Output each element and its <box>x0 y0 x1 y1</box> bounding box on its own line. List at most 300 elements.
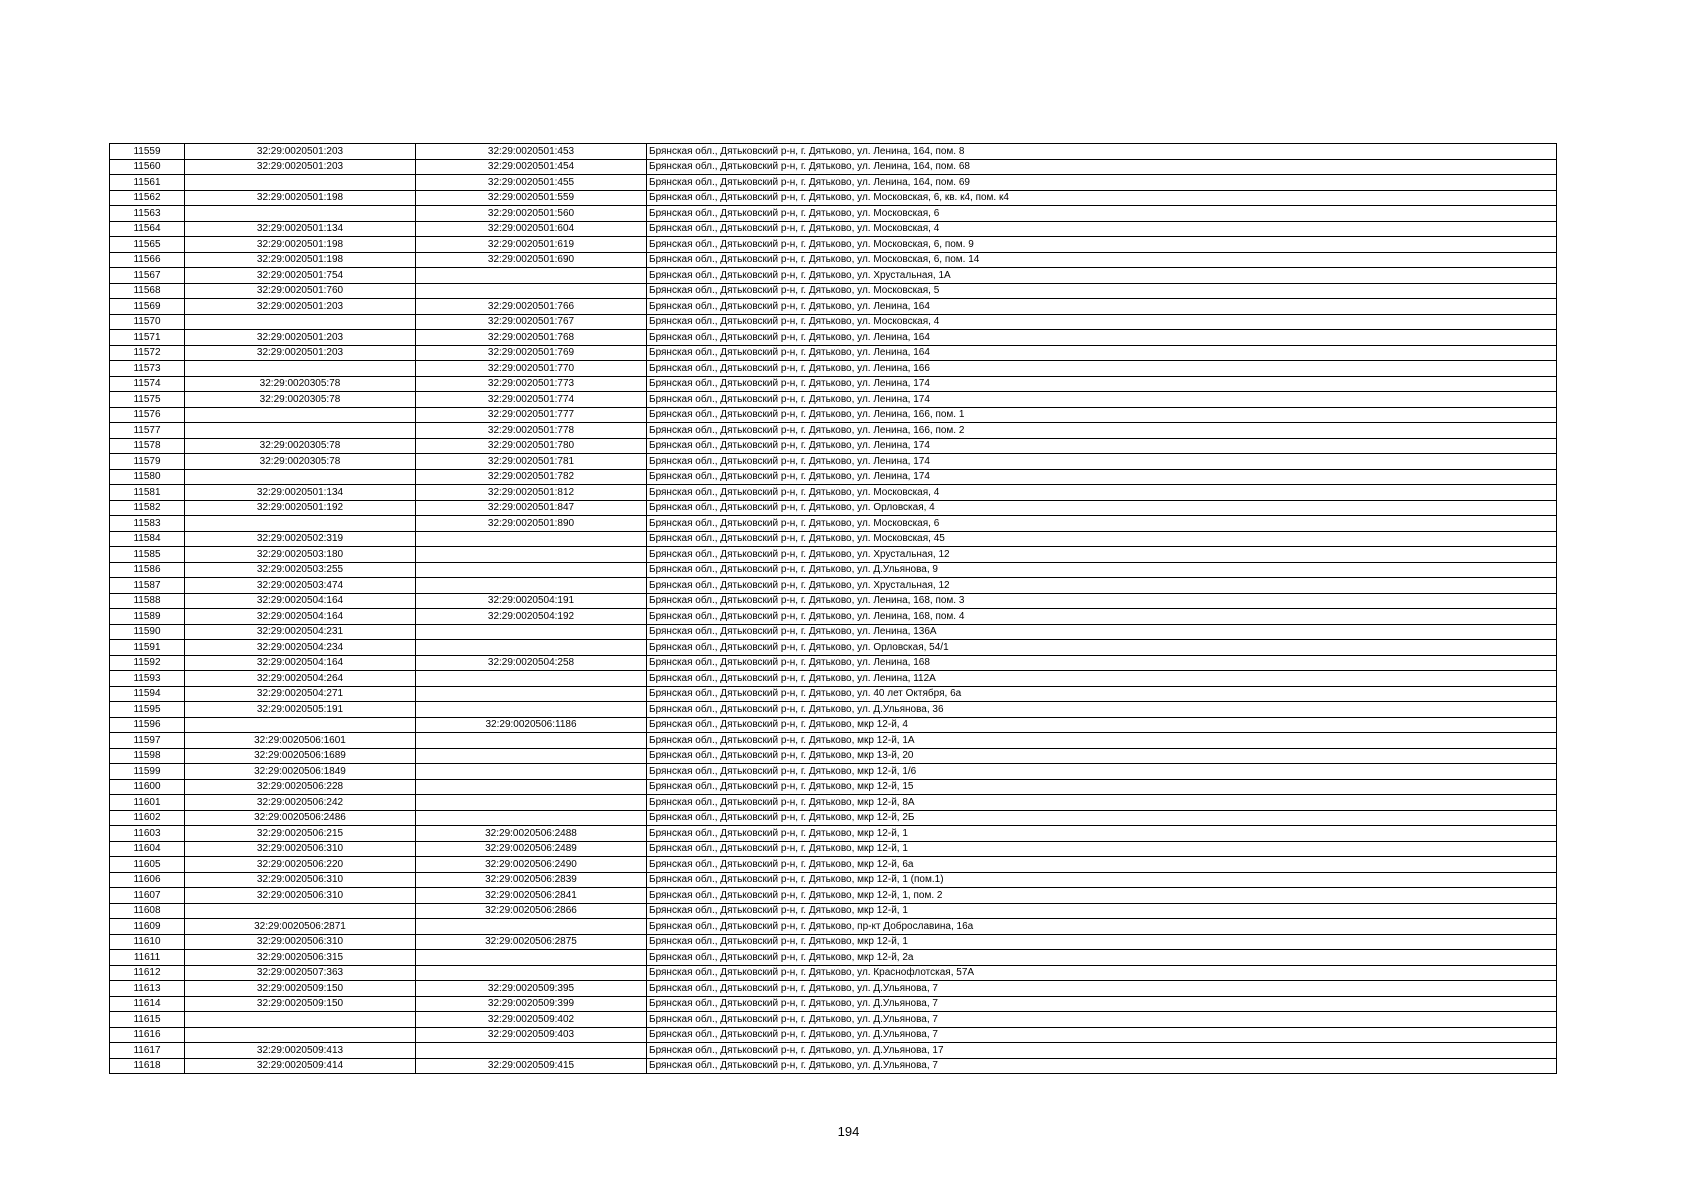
parcel-number-cell: 32:29:0020505:191 <box>185 702 416 718</box>
row-number-cell: 11597 <box>110 733 185 749</box>
parcel-number-cell <box>185 1027 416 1043</box>
object-number-cell <box>416 268 647 284</box>
parcel-number-cell: 32:29:0020502:319 <box>185 531 416 547</box>
parcel-number-cell: 32:29:0020506:1849 <box>185 764 416 780</box>
parcel-number-cell: 32:29:0020509:150 <box>185 996 416 1012</box>
address-cell: Брянская обл., Дятьковский р-н, г. Дятьково, мкр 12-й, 15 <box>647 779 1557 795</box>
row-number-cell: 11567 <box>110 268 185 284</box>
address-cell: Брянская обл., Дятьковский р-н, г. Дятьково, мкр 12-й, 4 <box>647 717 1557 733</box>
row-number-cell: 11590 <box>110 624 185 640</box>
address-cell: Брянская обл., Дятьковский р-н, г. Дятьково, ул. Ленина, 166, пом. 1 <box>647 407 1557 423</box>
object-number-cell <box>416 950 647 966</box>
parcel-number-cell: 32:29:0020501:760 <box>185 283 416 299</box>
address-cell: Брянская обл., Дятьковский р-н, г. Дятьково, мкр 12-й, 2а <box>647 950 1557 966</box>
object-number-cell: 32:29:0020501:453 <box>416 144 647 160</box>
row-number-cell: 11581 <box>110 485 185 501</box>
address-cell: Брянская обл., Дятьковский р-н, г. Дятьково, ул. Ленина, 174 <box>647 392 1557 408</box>
address-cell: Брянская обл., Дятьковский р-н, г. Дятьково, ул. Московская, 5 <box>647 283 1557 299</box>
row-number-cell: 11611 <box>110 950 185 966</box>
table-row <box>110 314 1557 330</box>
table-row <box>110 888 1557 904</box>
row-number-cell: 11566 <box>110 252 185 268</box>
object-number-cell <box>416 640 647 656</box>
row-number-cell: 11559 <box>110 144 185 160</box>
row-number-cell: 11573 <box>110 361 185 377</box>
parcel-number-cell: 32:29:0020504:234 <box>185 640 416 656</box>
parcel-number-cell: 32:29:0020509:414 <box>185 1058 416 1074</box>
object-number-cell: 32:29:0020509:403 <box>416 1027 647 1043</box>
row-number-cell: 11571 <box>110 330 185 346</box>
object-number-cell <box>416 624 647 640</box>
row-number-cell: 11575 <box>110 392 185 408</box>
table-row <box>110 857 1557 873</box>
parcel-number-cell: 32:29:0020506:315 <box>185 950 416 966</box>
row-number-cell: 11614 <box>110 996 185 1012</box>
object-number-cell: 32:29:0020501:690 <box>416 252 647 268</box>
object-number-cell <box>416 578 647 594</box>
row-number-cell: 11616 <box>110 1027 185 1043</box>
address-cell: Брянская обл., Дятьковский р-н, г. Дятьково, ул. Д.Ульянова, 36 <box>647 702 1557 718</box>
table-row <box>110 361 1557 377</box>
object-number-cell: 32:29:0020501:781 <box>416 454 647 470</box>
object-number-cell <box>416 733 647 749</box>
row-number-cell: 11569 <box>110 299 185 315</box>
parcel-number-cell <box>185 423 416 439</box>
row-number-cell: 11565 <box>110 237 185 253</box>
row-number-cell: 11598 <box>110 748 185 764</box>
address-cell: Брянская обл., Дятьковский р-н, г. Дятьково, ул. Д.Ульянова, 7 <box>647 996 1557 1012</box>
address-cell: Брянская обл., Дятьковский р-н, г. Дятьково, ул. Ленина, 164 <box>647 330 1557 346</box>
row-number-cell: 11564 <box>110 221 185 237</box>
table-row <box>110 531 1557 547</box>
table-row <box>110 438 1557 454</box>
parcel-number-cell <box>185 717 416 733</box>
object-number-cell: 32:29:0020504:191 <box>416 593 647 609</box>
parcel-number-cell: 32:29:0020506:2486 <box>185 810 416 826</box>
address-cell: Брянская обл., Дятьковский р-н, г. Дятьково, мкр 12-й, 1 <box>647 841 1557 857</box>
address-cell: Брянская обл., Дятьковский р-н, г. Дятьково, пр-кт Доброславина, 16а <box>647 919 1557 935</box>
parcel-number-cell: 32:29:0020504:271 <box>185 686 416 702</box>
table-row <box>110 841 1557 857</box>
parcel-number-cell: 32:29:0020501:198 <box>185 252 416 268</box>
table-row <box>110 345 1557 361</box>
parcel-number-cell: 32:29:0020504:164 <box>185 655 416 671</box>
row-number-cell: 11578 <box>110 438 185 454</box>
table-row <box>110 950 1557 966</box>
parcel-number-cell: 32:29:0020506:310 <box>185 872 416 888</box>
parcel-number-cell: 32:29:0020506:1601 <box>185 733 416 749</box>
table-row <box>110 764 1557 780</box>
address-cell: Брянская обл., Дятьковский р-н, г. Дятьково, ул. Орловская, 4 <box>647 500 1557 516</box>
parcel-number-cell: 32:29:0020503:474 <box>185 578 416 594</box>
parcel-number-cell: 32:29:0020501:192 <box>185 500 416 516</box>
table-row <box>110 516 1557 532</box>
table-row <box>110 872 1557 888</box>
row-number-cell: 11599 <box>110 764 185 780</box>
parcel-number-cell: 32:29:0020305:78 <box>185 376 416 392</box>
object-number-cell <box>416 283 647 299</box>
address-cell: Брянская обл., Дятьковский р-н, г. Дятьково, мкр 12-й, 1 <box>647 903 1557 919</box>
parcel-number-cell: 32:29:0020501:203 <box>185 159 416 175</box>
address-cell: Брянская обл., Дятьковский р-н, г. Дятьково, мкр 12-й, 1, пом. 2 <box>647 888 1557 904</box>
object-number-cell: 32:29:0020506:1186 <box>416 717 647 733</box>
parcel-number-cell: 32:29:0020506:310 <box>185 934 416 950</box>
registry-table-body <box>110 144 1557 1074</box>
row-number-cell: 11592 <box>110 655 185 671</box>
table-row <box>110 578 1557 594</box>
parcel-number-cell: 32:29:0020506:1689 <box>185 748 416 764</box>
row-number-cell: 11602 <box>110 810 185 826</box>
table-row <box>110 810 1557 826</box>
table-row <box>110 407 1557 423</box>
table-row <box>110 624 1557 640</box>
row-number-cell: 11615 <box>110 1012 185 1028</box>
row-number-cell: 11607 <box>110 888 185 904</box>
object-number-cell: 32:29:0020506:2841 <box>416 888 647 904</box>
address-cell: Брянская обл., Дятьковский р-н, г. Дятьково, ул. Д.Ульянова, 7 <box>647 1027 1557 1043</box>
address-cell: Брянская обл., Дятьковский р-н, г. Дятьково, ул. Московская, 4 <box>647 221 1557 237</box>
parcel-number-cell <box>185 206 416 222</box>
parcel-number-cell: 32:29:0020506:242 <box>185 795 416 811</box>
object-number-cell: 32:29:0020501:769 <box>416 345 647 361</box>
row-number-cell: 11610 <box>110 934 185 950</box>
table-row <box>110 981 1557 997</box>
row-number-cell: 11604 <box>110 841 185 857</box>
row-number-cell: 11605 <box>110 857 185 873</box>
table-row <box>110 392 1557 408</box>
address-cell: Брянская обл., Дятьковский р-н, г. Дятьково, ул. Московская, 6 <box>647 206 1557 222</box>
parcel-number-cell: 32:29:0020501:754 <box>185 268 416 284</box>
address-cell: Брянская обл., Дятьковский р-н, г. Дятьково, ул. Московская, 6, пом. 9 <box>647 237 1557 253</box>
object-number-cell: 32:29:0020501:766 <box>416 299 647 315</box>
object-number-cell <box>416 965 647 981</box>
row-number-cell: 11603 <box>110 826 185 842</box>
parcel-number-cell: 32:29:0020504:264 <box>185 671 416 687</box>
table-row <box>110 826 1557 842</box>
table-row <box>110 717 1557 733</box>
address-cell: Брянская обл., Дятьковский р-н, г. Дятьково, ул. Московская, 6, кв. к4, пом. к4 <box>647 190 1557 206</box>
object-number-cell: 32:29:0020501:780 <box>416 438 647 454</box>
address-cell: Брянская обл., Дятьковский р-н, г. Дятьково, ул. Хрустальная, 12 <box>647 578 1557 594</box>
row-number-cell: 11588 <box>110 593 185 609</box>
table-row <box>110 733 1557 749</box>
row-number-cell: 11577 <box>110 423 185 439</box>
table-row <box>110 252 1557 268</box>
object-number-cell: 32:29:0020501:890 <box>416 516 647 532</box>
object-number-cell <box>416 919 647 935</box>
row-number-cell: 11594 <box>110 686 185 702</box>
address-cell: Брянская обл., Дятьковский р-н, г. Дятьково, ул. Д.Ульянова, 7 <box>647 1058 1557 1074</box>
table-row <box>110 640 1557 656</box>
address-cell: Брянская обл., Дятьковский р-н, г. Дятьково, ул. Московская, 6, пом. 14 <box>647 252 1557 268</box>
row-number-cell: 11595 <box>110 702 185 718</box>
object-number-cell <box>416 810 647 826</box>
object-number-cell: 32:29:0020501:768 <box>416 330 647 346</box>
row-number-cell: 11585 <box>110 547 185 563</box>
address-cell: Брянская обл., Дятьковский р-н, г. Дятьково, ул. Д.Ульянова, 7 <box>647 1012 1557 1028</box>
address-cell: Брянская обл., Дятьковский р-н, г. Дятьково, ул. Ленина, 164, пом. 68 <box>647 159 1557 175</box>
table-row <box>110 221 1557 237</box>
address-cell: Брянская обл., Дятьковский р-н, г. Дятьково, мкр 12-й, 1/6 <box>647 764 1557 780</box>
parcel-number-cell <box>185 903 416 919</box>
object-number-cell: 32:29:0020504:192 <box>416 609 647 625</box>
parcel-number-cell: 32:29:0020507:363 <box>185 965 416 981</box>
table-row <box>110 175 1557 191</box>
parcel-number-cell: 32:29:0020509:413 <box>185 1043 416 1059</box>
row-number-cell: 11574 <box>110 376 185 392</box>
address-cell: Брянская обл., Дятьковский р-н, г. Дятьково, ул. Д.Ульянова, 9 <box>647 562 1557 578</box>
table-row <box>110 330 1557 346</box>
address-cell: Брянская обл., Дятьковский р-н, г. Дятьково, ул. Ленина, 174 <box>647 376 1557 392</box>
object-number-cell <box>416 702 647 718</box>
row-number-cell: 11600 <box>110 779 185 795</box>
row-number-cell: 11589 <box>110 609 185 625</box>
row-number-cell: 11576 <box>110 407 185 423</box>
parcel-number-cell: 32:29:0020503:255 <box>185 562 416 578</box>
parcel-number-cell: 32:29:0020506:215 <box>185 826 416 842</box>
address-cell: Брянская обл., Дятьковский р-н, г. Дятьково, ул. Ленина, 174 <box>647 454 1557 470</box>
parcel-number-cell: 32:29:0020501:203 <box>185 330 416 346</box>
parcel-number-cell <box>185 516 416 532</box>
table-row <box>110 686 1557 702</box>
parcel-number-cell: 32:29:0020305:78 <box>185 438 416 454</box>
parcel-number-cell: 32:29:0020506:310 <box>185 841 416 857</box>
address-cell: Брянская обл., Дятьковский р-н, г. Дятьково, ул. Московская, 4 <box>647 314 1557 330</box>
parcel-number-cell: 32:29:0020501:203 <box>185 299 416 315</box>
parcel-number-cell: 32:29:0020506:2871 <box>185 919 416 935</box>
row-number-cell: 11561 <box>110 175 185 191</box>
row-number-cell: 11562 <box>110 190 185 206</box>
address-cell: Брянская обл., Дятьковский р-н, г. Дятьково, мкр 12-й, 6а <box>647 857 1557 873</box>
table-row <box>110 469 1557 485</box>
object-number-cell <box>416 795 647 811</box>
parcel-number-cell: 32:29:0020504:164 <box>185 593 416 609</box>
table-row <box>110 795 1557 811</box>
row-number-cell: 11617 <box>110 1043 185 1059</box>
table-row <box>110 1027 1557 1043</box>
object-number-cell <box>416 686 647 702</box>
address-cell: Брянская обл., Дятьковский р-н, г. Дятьково, ул. Ленина, 168, пом. 4 <box>647 609 1557 625</box>
row-number-cell: 11613 <box>110 981 185 997</box>
table-row <box>110 593 1557 609</box>
parcel-number-cell <box>185 314 416 330</box>
object-number-cell: 32:29:0020506:2490 <box>416 857 647 873</box>
row-number-cell: 11596 <box>110 717 185 733</box>
row-number-cell: 11608 <box>110 903 185 919</box>
object-number-cell <box>416 779 647 795</box>
object-number-cell: 32:29:0020501:455 <box>416 175 647 191</box>
object-number-cell: 32:29:0020501:812 <box>416 485 647 501</box>
address-cell: Брянская обл., Дятьковский р-н, г. Дятьково, мкр 12-й, 1 <box>647 826 1557 842</box>
object-number-cell: 32:29:0020501:604 <box>416 221 647 237</box>
parcel-number-cell: 32:29:0020501:203 <box>185 144 416 160</box>
address-cell: Брянская обл., Дятьковский р-н, г. Дятьково, мкр 12-й, 1А <box>647 733 1557 749</box>
object-number-cell: 32:29:0020501:782 <box>416 469 647 485</box>
object-number-cell: 32:29:0020501:777 <box>416 407 647 423</box>
row-number-cell: 11572 <box>110 345 185 361</box>
parcel-number-cell <box>185 407 416 423</box>
row-number-cell: 11560 <box>110 159 185 175</box>
object-number-cell: 32:29:0020501:619 <box>416 237 647 253</box>
table-row <box>110 779 1557 795</box>
address-cell: Брянская обл., Дятьковский р-н, г. Дятьково, ул. Хрустальная, 1А <box>647 268 1557 284</box>
table-row <box>110 1043 1557 1059</box>
object-number-cell: 32:29:0020504:258 <box>416 655 647 671</box>
row-number-cell: 11586 <box>110 562 185 578</box>
object-number-cell: 32:29:0020506:2488 <box>416 826 647 842</box>
row-number-cell: 11568 <box>110 283 185 299</box>
parcel-number-cell: 32:29:0020504:164 <box>185 609 416 625</box>
table-row <box>110 996 1557 1012</box>
object-number-cell: 32:29:0020501:778 <box>416 423 647 439</box>
parcel-number-cell: 32:29:0020501:134 <box>185 221 416 237</box>
parcel-number-cell: 32:29:0020506:220 <box>185 857 416 873</box>
row-number-cell: 11609 <box>110 919 185 935</box>
table-row <box>110 903 1557 919</box>
table-row <box>110 1058 1557 1074</box>
row-number-cell: 11591 <box>110 640 185 656</box>
parcel-number-cell: 32:29:0020501:198 <box>185 190 416 206</box>
address-cell: Брянская обл., Дятьковский р-н, г. Дятьково, ул. Краснофлотская, 57А <box>647 965 1557 981</box>
address-cell: Брянская обл., Дятьковский р-н, г. Дятьково, ул. Ленина, 168, пом. 3 <box>647 593 1557 609</box>
parcel-number-cell: 32:29:0020501:203 <box>185 345 416 361</box>
object-number-cell: 32:29:0020501:454 <box>416 159 647 175</box>
object-number-cell <box>416 1043 647 1059</box>
object-number-cell: 32:29:0020509:415 <box>416 1058 647 1074</box>
address-cell: Брянская обл., Дятьковский р-н, г. Дятьково, ул. Ленина, 166 <box>647 361 1557 377</box>
table-row <box>110 190 1557 206</box>
row-number-cell: 11582 <box>110 500 185 516</box>
parcel-number-cell: 32:29:0020503:180 <box>185 547 416 563</box>
object-number-cell <box>416 748 647 764</box>
address-cell: Брянская обл., Дятьковский р-н, г. Дятьково, ул. Орловская, 54/1 <box>647 640 1557 656</box>
object-number-cell <box>416 671 647 687</box>
table-row <box>110 655 1557 671</box>
object-number-cell: 32:29:0020501:847 <box>416 500 647 516</box>
address-cell: Брянская обл., Дятьковский р-н, г. Дятьково, ул. Московская, 4 <box>647 485 1557 501</box>
row-number-cell: 11563 <box>110 206 185 222</box>
table-row <box>110 562 1557 578</box>
address-cell: Брянская обл., Дятьковский р-н, г. Дятьково, ул. Ленина, 164 <box>647 345 1557 361</box>
address-cell: Брянская обл., Дятьковский р-н, г. Дятьково, ул. 40 лет Октября, 6а <box>647 686 1557 702</box>
parcel-number-cell <box>185 175 416 191</box>
row-number-cell: 11612 <box>110 965 185 981</box>
address-cell: Брянская обл., Дятьковский р-н, г. Дятьково, мкр 13-й, 20 <box>647 748 1557 764</box>
row-number-cell: 11584 <box>110 531 185 547</box>
row-number-cell: 11606 <box>110 872 185 888</box>
row-number-cell: 11618 <box>110 1058 185 1074</box>
object-number-cell <box>416 562 647 578</box>
table-row <box>110 702 1557 718</box>
object-number-cell: 32:29:0020501:773 <box>416 376 647 392</box>
parcel-number-cell: 32:29:0020305:78 <box>185 392 416 408</box>
object-number-cell: 32:29:0020509:399 <box>416 996 647 1012</box>
object-number-cell <box>416 547 647 563</box>
object-number-cell: 32:29:0020501:559 <box>416 190 647 206</box>
table-row <box>110 159 1557 175</box>
address-cell: Брянская обл., Дятьковский р-н, г. Дятьково, ул. Ленина, 166, пом. 2 <box>647 423 1557 439</box>
table-row <box>110 500 1557 516</box>
object-number-cell: 32:29:0020506:2839 <box>416 872 647 888</box>
row-number-cell: 11583 <box>110 516 185 532</box>
registry-table <box>109 143 1557 1074</box>
address-cell: Брянская обл., Дятьковский р-н, г. Дятьково, ул. Ленина, 174 <box>647 438 1557 454</box>
table-row <box>110 919 1557 935</box>
address-cell: Брянская обл., Дятьковский р-н, г. Дятьково, ул. Ленина, 164, пом. 69 <box>647 175 1557 191</box>
table-row <box>110 237 1557 253</box>
object-number-cell: 32:29:0020501:767 <box>416 314 647 330</box>
address-cell: Брянская обл., Дятьковский р-н, г. Дятьково, ул. Ленина, 164, пом. 8 <box>647 144 1557 160</box>
table-row <box>110 485 1557 501</box>
address-cell: Брянская обл., Дятьковский р-н, г. Дятьково, ул. Ленина, 112А <box>647 671 1557 687</box>
object-number-cell <box>416 531 647 547</box>
parcel-number-cell: 32:29:0020305:78 <box>185 454 416 470</box>
object-number-cell: 32:29:0020501:774 <box>416 392 647 408</box>
address-cell: Брянская обл., Дятьковский р-н, г. Дятьково, ул. Московская, 45 <box>647 531 1557 547</box>
table-row <box>110 671 1557 687</box>
table-row <box>110 376 1557 392</box>
table-row <box>110 299 1557 315</box>
object-number-cell: 32:29:0020506:2875 <box>416 934 647 950</box>
object-number-cell: 32:29:0020509:402 <box>416 1012 647 1028</box>
object-number-cell: 32:29:0020506:2866 <box>416 903 647 919</box>
object-number-cell <box>416 764 647 780</box>
parcel-number-cell: 32:29:0020506:310 <box>185 888 416 904</box>
row-number-cell: 11593 <box>110 671 185 687</box>
table-row <box>110 206 1557 222</box>
address-cell: Брянская обл., Дятьковский р-н, г. Дятьково, мкр 12-й, 8А <box>647 795 1557 811</box>
object-number-cell: 32:29:0020506:2489 <box>416 841 647 857</box>
parcel-number-cell: 32:29:0020501:198 <box>185 237 416 253</box>
address-cell: Брянская обл., Дятьковский р-н, г. Дятьково, ул. Ленина, 164 <box>647 299 1557 315</box>
row-number-cell: 11601 <box>110 795 185 811</box>
object-number-cell: 32:29:0020501:560 <box>416 206 647 222</box>
row-number-cell: 11579 <box>110 454 185 470</box>
row-number-cell: 11587 <box>110 578 185 594</box>
parcel-number-cell <box>185 361 416 377</box>
address-cell: Брянская обл., Дятьковский р-н, г. Дятьково, мкр 12-й, 1 (пом.1) <box>647 872 1557 888</box>
address-cell: Брянская обл., Дятьковский р-н, г. Дятьково, ул. Хрустальная, 12 <box>647 547 1557 563</box>
table-row <box>110 934 1557 950</box>
table-row <box>110 965 1557 981</box>
parcel-number-cell <box>185 1012 416 1028</box>
table-row <box>110 454 1557 470</box>
parcel-number-cell: 32:29:0020506:228 <box>185 779 416 795</box>
parcel-number-cell: 32:29:0020504:231 <box>185 624 416 640</box>
parcel-number-cell: 32:29:0020501:134 <box>185 485 416 501</box>
address-cell: Брянская обл., Дятьковский р-н, г. Дятьково, ул. Д.Ульянова, 17 <box>647 1043 1557 1059</box>
address-cell: Брянская обл., Дятьковский р-н, г. Дятьково, мкр 12-й, 1 <box>647 934 1557 950</box>
address-cell: Брянская обл., Дятьковский р-н, г. Дятьково, ул. Московская, 6 <box>647 516 1557 532</box>
object-number-cell: 32:29:0020501:770 <box>416 361 647 377</box>
address-cell: Брянская обл., Дятьковский р-н, г. Дятьково, мкр 12-й, 2Б <box>647 810 1557 826</box>
parcel-number-cell <box>185 469 416 485</box>
object-number-cell: 32:29:0020509:395 <box>416 981 647 997</box>
address-cell: Брянская обл., Дятьковский р-н, г. Дятьково, ул. Ленина, 136А <box>647 624 1557 640</box>
table-row <box>110 423 1557 439</box>
row-number-cell: 11570 <box>110 314 185 330</box>
address-cell: Брянская обл., Дятьковский р-н, г. Дятьково, ул. Д.Ульянова, 7 <box>647 981 1557 997</box>
table-row <box>110 144 1557 160</box>
table-row <box>110 609 1557 625</box>
table-row <box>110 748 1557 764</box>
parcel-number-cell: 32:29:0020509:150 <box>185 981 416 997</box>
table-row <box>110 283 1557 299</box>
address-cell: Брянская обл., Дятьковский р-н, г. Дятьково, ул. Ленина, 174 <box>647 469 1557 485</box>
table-row <box>110 1012 1557 1028</box>
page-number: 194 <box>837 1124 860 1139</box>
address-cell: Брянская обл., Дятьковский р-н, г. Дятьково, ул. Ленина, 168 <box>647 655 1557 671</box>
